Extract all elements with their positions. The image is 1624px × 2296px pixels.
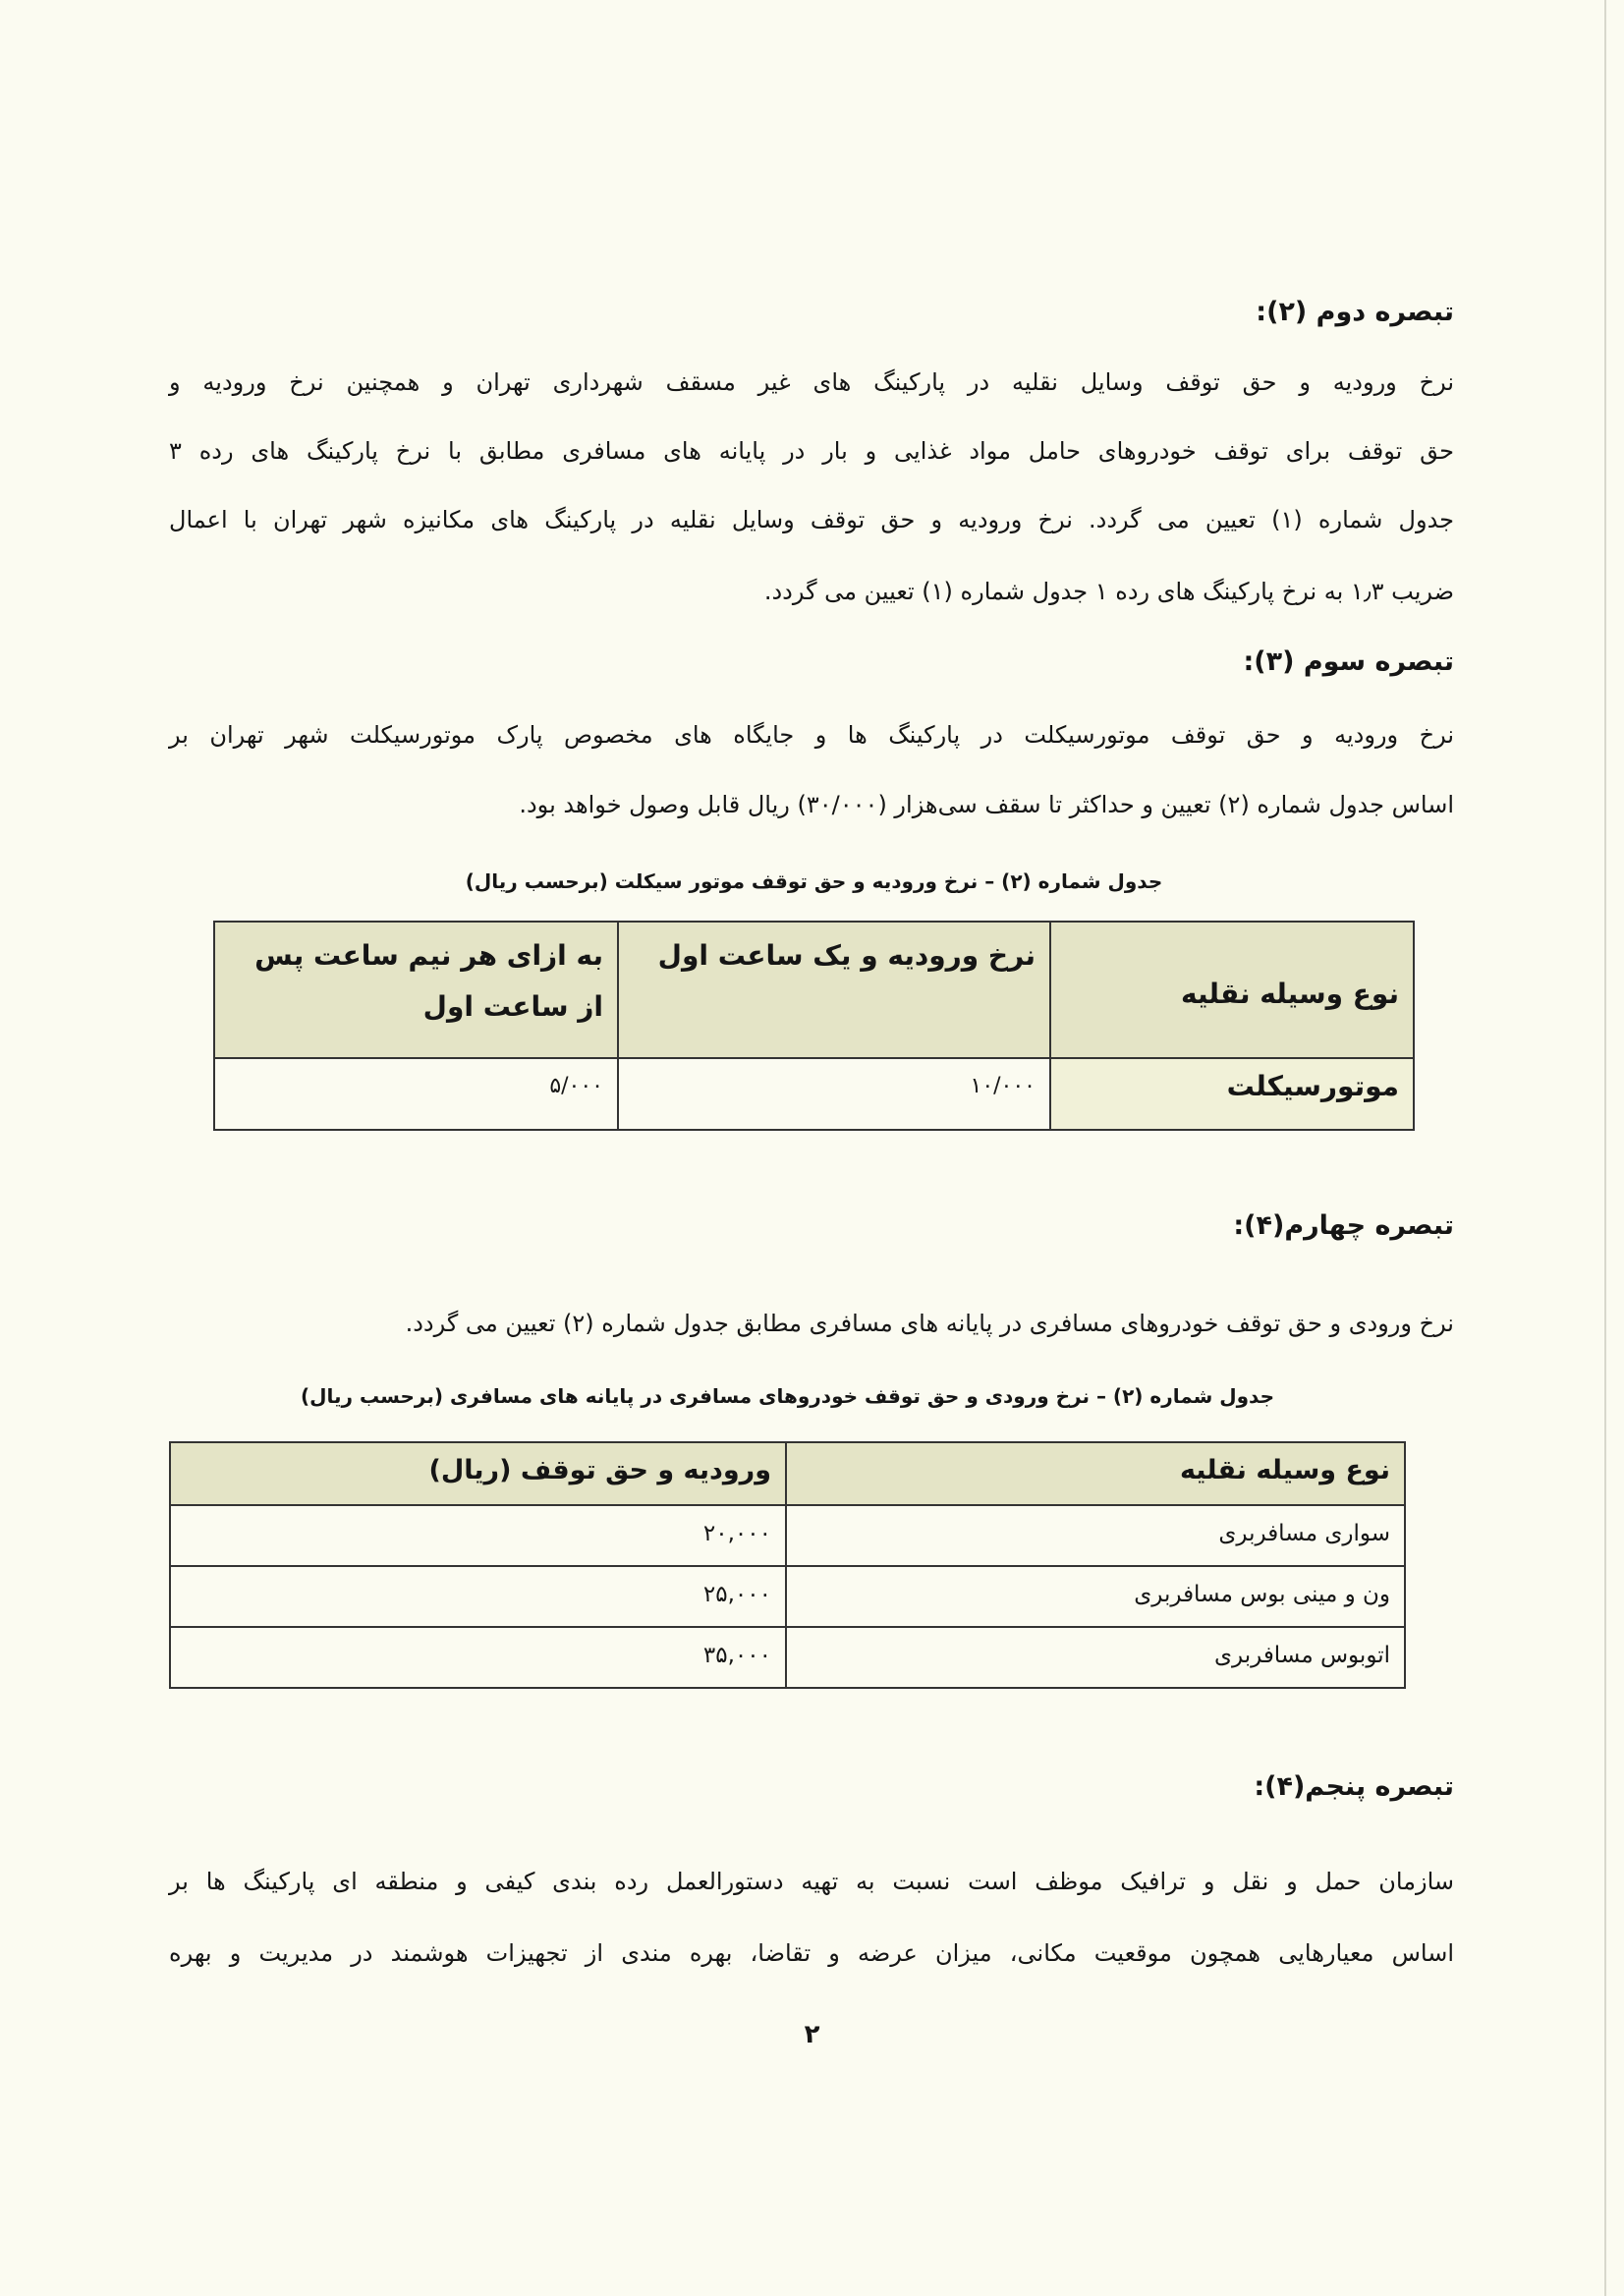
table2-header: نوع وسیله نقلیه [786, 1442, 1405, 1505]
table2-cell: ۲۰,۰۰۰ [170, 1505, 786, 1566]
note3-line: اساس جدول شماره (۲) تعیین و حداکثر تا سقف سی‌هزار (۳۰/۰۰۰) ریال قابل وصول خواهد بود. [519, 791, 1454, 818]
note4-heading: تبصره چهارم(۴): [1233, 1210, 1454, 1241]
note2-line: نرخ ورودیه و حق توقف وسایل نقلیه در پارکینگ های غیر مسقف شهرداری تهران و همچنین نرخ ورودیه و [169, 368, 1454, 396]
table2-cell: اتوبوس مسافربری [786, 1627, 1405, 1688]
table1-cell: ۱۰/۰۰۰ [618, 1058, 1050, 1130]
table2-cell: سواری مسافربری [786, 1505, 1405, 1566]
passenger-vehicle-fee-table [169, 1441, 1406, 1689]
note2-line: ضریب ۱٫۳ به نرخ پارکینگ های رده ۱ جدول شماره (۱) تعیین می گردد. [763, 578, 1454, 605]
table-row [170, 1627, 1405, 1688]
table1-header: نوع وسیله نقلیه [1050, 922, 1414, 1058]
note2-heading: تبصره دوم (۲): [1256, 297, 1454, 327]
motorcycle-fee-table [213, 921, 1415, 1131]
table1-cell: موتورسیکلت [1050, 1058, 1414, 1130]
scan-edge [1604, 0, 1606, 2296]
note3-heading: تبصره سوم (۳): [1243, 646, 1454, 677]
note2-line: حق توقف برای توقف خودروهای حامل مواد غذایی و بار در پایانه های مسافری مطابق با نرخ پارکینگ های رده ۳ [169, 437, 1454, 465]
note2-line: جدول شماره (۱) تعیین می گردد. نرخ ورودیه و حق توقف وسایل نقلیه در پارکینگ های مکانیزه شهر تهران با اعمال [169, 506, 1455, 533]
note5-heading: تبصره پنجم(۴): [1254, 1771, 1454, 1802]
note5-line: اساس معیارهایی همچون موقعیت مکانی، میزان عرضه و تقاضا، بهره مندی از تجهیزات هوشمند در مدیریت و بهره [169, 1939, 1454, 1967]
note5-line: سازمان حمل و نقل و ترافیک موظف است نسبت به تهیه دستورالعمل رده بندی کیفی و منطقه ای پارکینگ ها بر [169, 1868, 1454, 1895]
table-row [170, 1566, 1405, 1627]
table2-cell: ۳۵,۰۰۰ [170, 1627, 786, 1688]
table1-header: نرخ ورودیه و یک ساعت اول [618, 922, 1050, 1058]
table1-header: به ازای هر نیم ساعت پس از ساعت اول [214, 922, 618, 1058]
page-number: ۲ [804, 2020, 820, 2049]
table1-caption: جدول شماره (۲) – نرخ ورودیه و حق توقف موتور سیکلت (برحسب ریال) [465, 869, 1163, 893]
table-row [170, 1505, 1405, 1566]
table2-header: ورودیه و حق توقف (ریال) [170, 1442, 786, 1505]
note4-line: نرخ ورودی و حق توقف خودروهای مسافری در پایانه های مسافری مطابق جدول شماره (۲) تعیین می گردد. [405, 1310, 1454, 1337]
note3-line: نرخ ورودیه و حق توقف موتورسیکلت در پارکینگ ها و جایگاه های مخصوص پارک موتورسیکلت شهر تهران بر [169, 721, 1454, 749]
table2-cell: ۲۵,۰۰۰ [170, 1566, 786, 1627]
table-row [214, 1058, 1414, 1130]
table2-caption: جدول شماره (۲) – نرخ ورودی و حق توقف خودروهای مسافری در پایانه های مسافری (برحسب ریال) [300, 1384, 1275, 1408]
table2-cell: ون و مینی بوس مسافربری [786, 1566, 1405, 1627]
table1-cell: ۵/۰۰۰ [214, 1058, 618, 1130]
